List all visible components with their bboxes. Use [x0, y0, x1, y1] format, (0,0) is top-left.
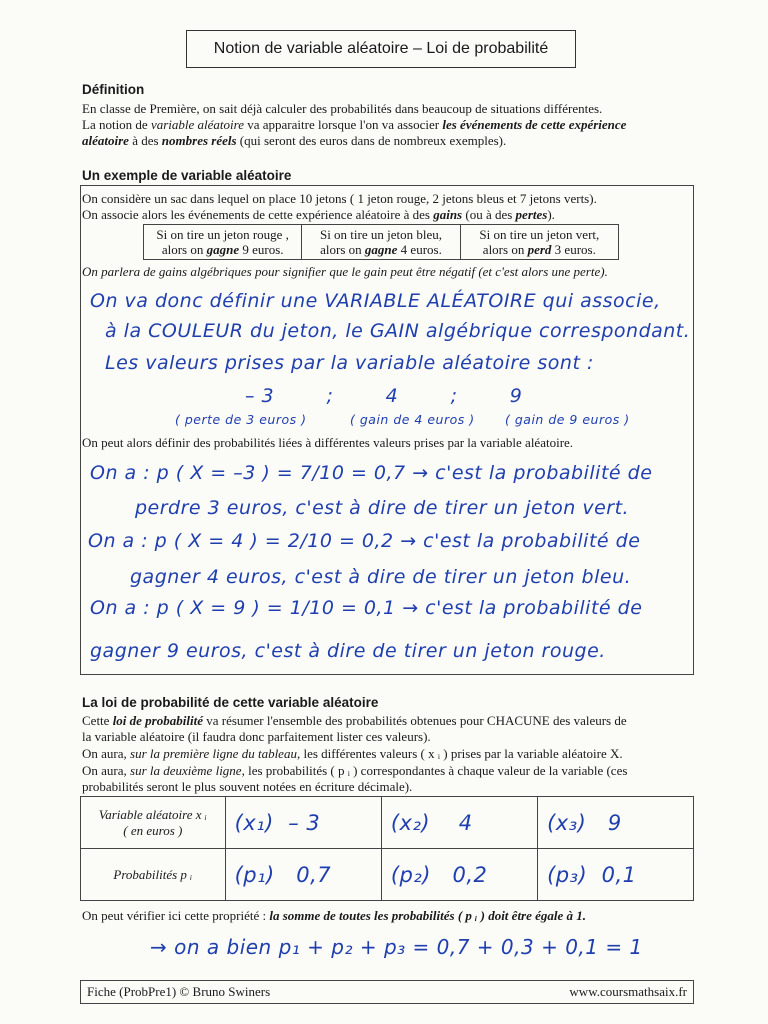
table-row-probabilities	[81, 849, 694, 901]
example-line-1: On considère un sac dans lequel on place 10 jetons ( 1 jeton rouge, 2 jetons bleus et 7 jetons verts).	[82, 191, 597, 206]
value-cell-x3: (x₃) 9	[538, 797, 694, 849]
handwritten-prob-3: On a : p ( X = 9 ) = 1/10 = 0,1 → c'est la probabilité de	[90, 597, 643, 619]
definition-line-2: La notion de variable aléatoire va apparaitre lorsque l'on va associer les événements de cette expérience	[82, 117, 627, 132]
footer-credit: Fiche (ProbPre1) © Bruno Swiners	[87, 984, 271, 999]
definition-line-3: aléatoire à des nombres réels (qui seront des euros dans de nombreux exemples).	[82, 133, 507, 148]
law-line-4: On aura, sur la deuxième ligne, les probabilités ( p ᵢ ) correspondantes à chaque valeur de la variable (ces	[82, 763, 628, 778]
example-note: On parlera de gains algébriques pour signifier que le gain peut être négatif (et c'est alors une perte).	[82, 264, 608, 279]
footer-website: www.coursmathsaix.fr	[569, 984, 687, 999]
page-title: Notion de variable aléatoire – Loi de probabilité	[186, 30, 576, 68]
handwritten-line-1: On va donc définir une VARIABLE ALÉATOIRE qui associe,	[90, 290, 661, 312]
handwritten-line-3: Les valeurs prises par la variable aléatoire sont :	[105, 352, 594, 374]
handwritten-note-loss: ( perte de 3 euros )	[175, 412, 307, 427]
prob-cell-p3: (p₃) 0,1	[538, 849, 694, 901]
handwritten-prob-1: On a : p ( X = –3 ) = 7/10 = 0,7 → c'est la probabilité de	[90, 462, 653, 484]
gains-table	[143, 224, 619, 260]
handwritten-prob-1-meaning: perdre 3 euros, c'est à dire de tirer un jeton vert.	[135, 497, 630, 519]
probabilities-row-label: Probabilités p ᵢ	[81, 849, 226, 901]
law-line-5: probabilités seront le plus souvent notées en écriture décimale).	[82, 779, 413, 794]
page-footer	[80, 980, 694, 1004]
handwritten-prob-2: On a : p ( X = 4 ) = 2/10 = 0,2 → c'est la probabilité de	[88, 530, 641, 552]
gain-cell-green: Si on tire un jeton vert, alors on perd 3 euros.	[460, 225, 618, 260]
handwritten-values: – 3 ; 4 ; 9	[245, 385, 523, 407]
example-line-2: On associe alors les événements de cette expérience aléatoire à des gains (ou à des pertes).	[82, 207, 555, 222]
example-line-after: On peut alors définir des probabilités liées à différentes valeurs prises par la variable aléatoire.	[82, 435, 574, 450]
example-heading: Un exemple de variable aléatoire	[82, 168, 292, 183]
values-row-label: Variable aléatoire x ᵢ ( en euros )	[81, 797, 226, 849]
handwritten-prob-3-meaning: gagner 9 euros, c'est à dire de tirer un jeton rouge.	[90, 640, 606, 662]
handwritten-prob-2-meaning: gagner 4 euros, c'est à dire de tirer un jeton bleu.	[130, 566, 632, 588]
law-line-2: la variable aléatoire (il faudra donc parfaitement lister ces valeurs).	[82, 729, 431, 744]
table-row-values	[81, 797, 694, 849]
handwritten-line-2: à la COULEUR du jeton, le GAIN algébrique correspondant.	[105, 320, 691, 342]
definition-heading: Définition	[82, 82, 145, 97]
probability-law-table	[80, 796, 694, 901]
value-cell-x1: (x₁) – 3	[225, 797, 381, 849]
law-check-property: On peut vérifier ici cette propriété : la somme de toutes les probabilités ( p ᵢ ) doit être égale à 1.	[82, 908, 587, 923]
value-cell-x2: (x₂) 4	[381, 797, 537, 849]
handwritten-sum-check: → on a bien p₁ + p₂ + p₃ = 0,7 + 0,3 + 0,1 = 1	[150, 935, 643, 959]
prob-cell-p2: (p₂) 0,2	[381, 849, 537, 901]
gain-cell-blue: Si on tire un jeton bleu, alors on gagne 4 euros.	[302, 225, 460, 260]
handwritten-note-gain-9: ( gain de 9 euros )	[505, 412, 630, 427]
gain-cell-red: Si on tire un jeton rouge , alors on gagne 9 euros.	[144, 225, 302, 260]
law-line-1: Cette loi de probabilité va résumer l'ensemble des probabilités obtenues pour CHACUNE des valeurs de	[82, 713, 627, 728]
handwritten-note-gain-4: ( gain de 4 euros )	[350, 412, 475, 427]
definition-line-1: En classe de Première, on sait déjà calculer des probabilités dans beaucoup de situations différentes.	[82, 101, 603, 116]
law-heading: La loi de probabilité de cette variable aléatoire	[82, 695, 379, 710]
law-line-3: On aura, sur la première ligne du tableau, les différentes valeurs ( x ᵢ ) prises par la variable aléatoire X.	[82, 746, 623, 761]
prob-cell-p1: (p₁) 0,7	[225, 849, 381, 901]
